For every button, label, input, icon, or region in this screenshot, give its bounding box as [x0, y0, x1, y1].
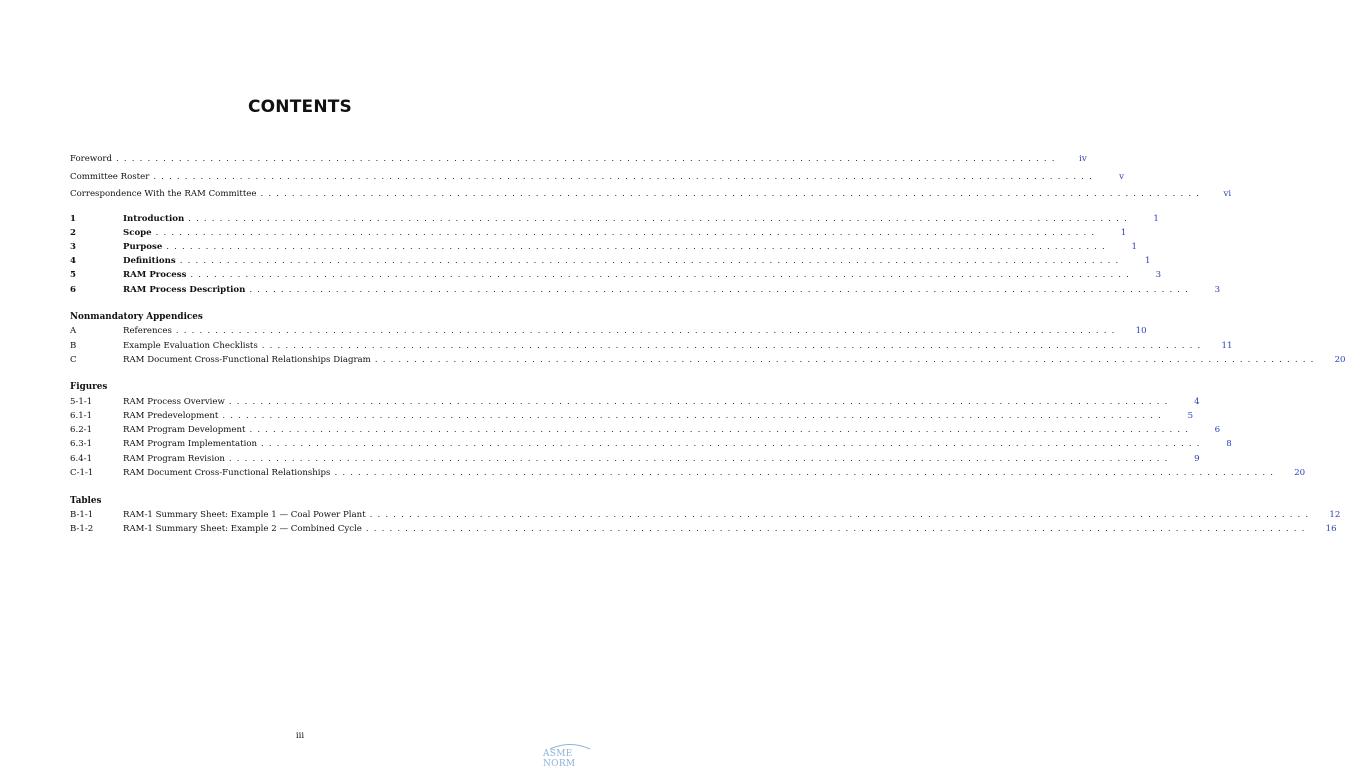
- toc-section-1[interactable]: [70, 212, 1159, 226]
- toc-entry-number: 2: [70, 228, 76, 238]
- dot-leader: . . . . . . . . . . . . . . . . . . . . . . . . . . . . . . . . . . . . . . . . . . . . . . . . . . . . . . . . . . . . . . . . . . . . . . . . . . . . . . . . . . . . . . . . . . . . . . . . . . . . . . . . . . . . . . . . . . . . . . . .: [155, 228, 1096, 238]
- dot-leader: . . . . . . . . . . . . . . . . . . . . . . . . . . . . . . . . . . . . . . . . . . . . . . . . . . . . . . . . . . . . . . . . . . . . . . . . . . . . . . . . . . . . . . . . . . . . . . . . . . . . . . . . . . . . . . . . . . . . . . . .: [175, 326, 1116, 336]
- toc-appendix-a[interactable]: [70, 324, 1147, 338]
- toc-entry-number: 5-1-1: [70, 397, 93, 407]
- toc-page-link[interactable]: 1: [1120, 228, 1127, 238]
- toc-page-link[interactable]: 5: [1187, 411, 1194, 421]
- dot-leader: . . . . . . . . . . . . . . . . . . . . . . . . . . . . . . . . . . . . . . . . . . . . . . . . . . . . . . . . . . . . . . . . . . . . . . . . . . . . . . . . . . . . . . . . . . . . . . . . . . . . . . . . . . . . . . . . . . . . . . . .: [228, 397, 1169, 407]
- toc-entry-label: Correspondence With the RAM Committee: [70, 189, 257, 199]
- toc-figure[interactable]: [70, 437, 1232, 451]
- toc-figure[interactable]: [70, 395, 1200, 409]
- toc-section-2[interactable]: [70, 226, 1127, 240]
- toc-entry-label: RAM Document Cross-Functional Relationships: [123, 468, 331, 478]
- toc-entry-label: RAM Program Revision: [123, 454, 225, 464]
- toc-entry-label: References: [123, 326, 172, 336]
- dot-leader: . . . . . . . . . . . . . . . . . . . . . . . . . . . . . . . . . . . . . . . . . . . . . . . . . . . . . . . . . . . . . . . . . . . . . . . . . . . . . . . . . . . . . . . . . . . . . . . . . . . . . . . . . . . . . . . . . . . . . . . .: [228, 454, 1169, 464]
- toc-figure[interactable]: [70, 466, 1306, 480]
- toc-entry-label: RAM Program Development: [123, 425, 246, 435]
- toc-section-6[interactable]: [70, 283, 1221, 297]
- toc-section-5[interactable]: [70, 268, 1162, 282]
- toc-page-link[interactable]: 20: [1334, 355, 1346, 365]
- toc-entry-label: Purpose: [123, 242, 163, 252]
- dot-leader: . . . . . . . . . . . . . . . . . . . . . . . . . . . . . . . . . . . . . . . . . . . . . . . . . . . . . . . . . . . . . . . . . . . . . . . . . . . . . . . . . . . . . . . . . . . . . . . . . . . . . . . . . . . . . . . . . . . . . . . .: [365, 524, 1306, 534]
- toc-page-link[interactable]: iv: [1079, 154, 1087, 164]
- toc-entry-label: Scope: [123, 228, 152, 238]
- dot-leader: . . . . . . . . . . . . . . . . . . . . . . . . . . . . . . . . . . . . . . . . . . . . . . . . . . . . . . . . . . . . . . . . . . . . . . . . . . . . . . . . . . . . . . . . . . . . . . . . . . . . . . . . . . . . . . . . . . . . . . . .: [261, 439, 1201, 449]
- toc-section-3[interactable]: [70, 240, 1137, 254]
- dot-leader: . . . . . . . . . . . . . . . . . . . . . . . . . . . . . . . . . . . . . . . . . . . . . . . . . . . . . . . . . . . . . . . . . . . . . . . . . . . . . . . . . . . . . . . . . . . . . . . . . . . . . . . . . . . . . . . . . . . . . . . .: [249, 285, 1190, 295]
- toc-entry-number: B-1-2: [70, 524, 94, 534]
- toc-entry-label: RAM Process Overview: [123, 397, 225, 407]
- dot-leader: . . . . . . . . . . . . . . . . . . . . . . . . . . . . . . . . . . . . . . . . . . . . . . . . . . . . . . . . . . . . . . . . . . . . . . . . . . . . . . . . . . . . . . . . . . . . . . . . . . . . . . . . . . . . . . . . . . . . . . . .: [153, 172, 1093, 182]
- toc-entry-committee-roster[interactable]: [70, 170, 1124, 184]
- figures-heading: Figures: [70, 382, 108, 392]
- toc-entry-number: C: [70, 355, 77, 365]
- tables-heading: Tables: [70, 496, 102, 506]
- dot-leader: . . . . . . . . . . . . . . . . . . . . . . . . . . . . . . . . . . . . . . . . . . . . . . . . . . . . . . . . . . . . . . . . . . . . . . . . . . . . . . . . . . . . . . . . . . . . . . . . . . . . . . . . . . . . . . . . . . . . . . . .: [166, 242, 1106, 252]
- toc-figure[interactable]: [70, 452, 1200, 466]
- dot-leader: . . . . . . . . . . . . . . . . . . . . . . . . . . . . . . . . . . . . . . . . . . . . . . . . . . . . . . . . . . . . . . . . . . . . . . . . . . . . . . . . . . . . . . . . . . . . . . . . . . . . . . . . . . . . . . . . . . . . . . . .: [188, 214, 1128, 224]
- toc-page-link[interactable]: 3: [1155, 270, 1162, 280]
- toc-page-link[interactable]: 1: [1153, 214, 1159, 224]
- toc-page-link[interactable]: 10: [1135, 326, 1147, 336]
- dot-leader: . . . . . . . . . . . . . . . . . . . . . . . . . . . . . . . . . . . . . . . . . . . . . . . . . . . . . . . . . . . . . . . . . . . . . . . . . . . . . . . . . . . . . . . . . . . . . . . . . . . . . . . . . . . . . . . . . . . . . . . .: [261, 341, 1202, 351]
- toc-page-link[interactable]: 20: [1294, 468, 1306, 478]
- toc-entry-number: 4: [70, 256, 76, 266]
- dot-leader: . . . . . . . . . . . . . . . . . . . . . . . . . . . . . . . . . . . . . . . . . . . . . . . . . . . . . . . . . . . . . . . . . . . . . . . . . . . . . . . . . . . . . . . . . . . . . . . . . . . . . . . . . . . . . . . . . . . . . . . .: [222, 411, 1163, 421]
- toc-entry-number: 6.1-1: [70, 411, 93, 421]
- page-title: CONTENTS: [247, 97, 353, 117]
- toc-entry-label: Definitions: [123, 256, 176, 266]
- dot-leader: . . . . . . . . . . . . . . . . . . . . . . . . . . . . . . . . . . . . . . . . . . . . . . . . . . . . . . . . . . . . . . . . . . . . . . . . . . . . . . . . . . . . . . . . . . . . . . . . . . . . . . . . . . . . . . . . . . . . . . . .: [260, 189, 1201, 199]
- toc-page-link[interactable]: 1: [1144, 256, 1151, 266]
- toc-entry-number: 5: [70, 270, 76, 280]
- toc-figure[interactable]: [70, 409, 1194, 423]
- toc-table[interactable]: [70, 522, 1337, 536]
- toc-appendix-c[interactable]: [70, 353, 1346, 367]
- toc-entry-label: Committee Roster: [70, 172, 150, 182]
- toc-entry-label: RAM Process: [123, 270, 187, 280]
- dot-leader: . . . . . . . . . . . . . . . . . . . . . . . . . . . . . . . . . . . . . . . . . . . . . . . . . . . . . . . . . . . . . . . . . . . . . . . . . . . . . . . . . . . . . . . . . . . . . . . . . . . . . . . . . . . . . . . . . . . . . . . .: [334, 468, 1275, 478]
- toc-page-link[interactable]: 3: [1214, 285, 1221, 295]
- toc-table[interactable]: [70, 508, 1341, 522]
- toc-entry-label: RAM Document Cross-Functional Relationships Diagram: [123, 355, 371, 365]
- toc-entry-number: 6.2-1: [70, 425, 93, 435]
- dot-leader: . . . . . . . . . . . . . . . . . . . . . . . . . . . . . . . . . . . . . . . . . . . . . . . . . . . . . . . . . . . . . . . . . . . . . . . . . . . . . . . . . . . . . . . . . . . . . . . . . . . . . . . . . . . . . . . . . . . . . . . .: [116, 154, 1056, 164]
- toc-entry-number: 1: [70, 214, 76, 224]
- toc-page-link[interactable]: 16: [1325, 524, 1337, 534]
- toc-entry-label: Introduction: [123, 214, 185, 224]
- toc-entry-number: A: [70, 326, 77, 336]
- toc-figure[interactable]: [70, 423, 1221, 437]
- toc-entry-number: B-1-1: [70, 510, 94, 520]
- dot-leader: . . . . . . . . . . . . . . . . . . . . . . . . . . . . . . . . . . . . . . . . . . . . . . . . . . . . . . . . . . . . . . . . . . . . . . . . . . . . . . . . . . . . . . . . . . . . . . . . . . . . . . . . . . . . . . . . . . . . . . . .: [179, 256, 1120, 266]
- toc-entry-foreword[interactable]: [70, 152, 1087, 166]
- toc-entry-number: C-1-1: [70, 468, 94, 478]
- page-number: iii: [295, 731, 305, 741]
- toc-entry-number: B: [70, 341, 77, 351]
- toc-entry-number: 3: [70, 242, 76, 252]
- toc-entry-number: 6.3-1: [70, 439, 93, 449]
- toc-entry-label: RAM-1 Summary Sheet: Example 1 — Coal Power Plant: [123, 510, 366, 520]
- dot-leader: . . . . . . . . . . . . . . . . . . . . . . . . . . . . . . . . . . . . . . . . . . . . . . . . . . . . . . . . . . . . . . . . . . . . . . . . . . . . . . . . . . . . . . . . . . . . . . . . . . . . . . . . . . . . . . . . . . . . . . . .: [374, 355, 1315, 365]
- toc-entry-number: 6.4-1: [70, 454, 93, 464]
- toc-entry-label: RAM-1 Summary Sheet: Example 2 — Combined Cycle: [123, 524, 362, 534]
- toc-entry-number: 6: [70, 285, 76, 295]
- toc-appendix-b[interactable]: [70, 339, 1233, 353]
- watermark-logo: ASME NORM: [543, 749, 576, 769]
- toc-entry-label: Foreword: [70, 154, 112, 164]
- toc-entry-label: RAM Program Implementation: [123, 439, 258, 449]
- toc-entry-label: RAM Predevelopment: [123, 411, 219, 421]
- dot-leader: . . . . . . . . . . . . . . . . . . . . . . . . . . . . . . . . . . . . . . . . . . . . . . . . . . . . . . . . . . . . . . . . . . . . . . . . . . . . . . . . . . . . . . . . . . . . . . . . . . . . . . . . . . . . . . . . . . . . . . . .: [249, 425, 1190, 435]
- appendices-heading: Nonmandatory Appendices: [70, 312, 203, 322]
- dot-leader: . . . . . . . . . . . . . . . . . . . . . . . . . . . . . . . . . . . . . . . . . . . . . . . . . . . . . . . . . . . . . . . . . . . . . . . . . . . . . . . . . . . . . . . . . . . . . . . . . . . . . . . . . . . . . . . . . . . . . . . .: [190, 270, 1131, 280]
- toc-page-link[interactable]: 6: [1214, 425, 1221, 435]
- toc-entry-label: Example Evaluation Checklists: [123, 341, 258, 351]
- toc-page-link[interactable]: 1: [1131, 242, 1137, 252]
- toc-entry-correspondence[interactable]: [70, 187, 1232, 201]
- toc-page-link[interactable]: 4: [1194, 397, 1200, 407]
- toc-page-link[interactable]: vi: [1223, 189, 1232, 199]
- toc-page-link[interactable]: 8: [1226, 439, 1232, 449]
- dot-leader: . . . . . . . . . . . . . . . . . . . . . . . . . . . . . . . . . . . . . . . . . . . . . . . . . . . . . . . . . . . . . . . . . . . . . . . . . . . . . . . . . . . . . . . . . . . . . . . . . . . . . . . . . . . . . . . . . . . . . . . .: [369, 510, 1310, 520]
- toc-entry-label: RAM Process Description: [123, 285, 246, 295]
- toc-page-link[interactable]: v: [1119, 172, 1124, 182]
- toc-page-link[interactable]: 11: [1221, 341, 1233, 351]
- toc-page-link[interactable]: 9: [1194, 454, 1200, 464]
- toc-page-link[interactable]: 12: [1329, 510, 1341, 520]
- toc-section-4[interactable]: [70, 254, 1151, 268]
